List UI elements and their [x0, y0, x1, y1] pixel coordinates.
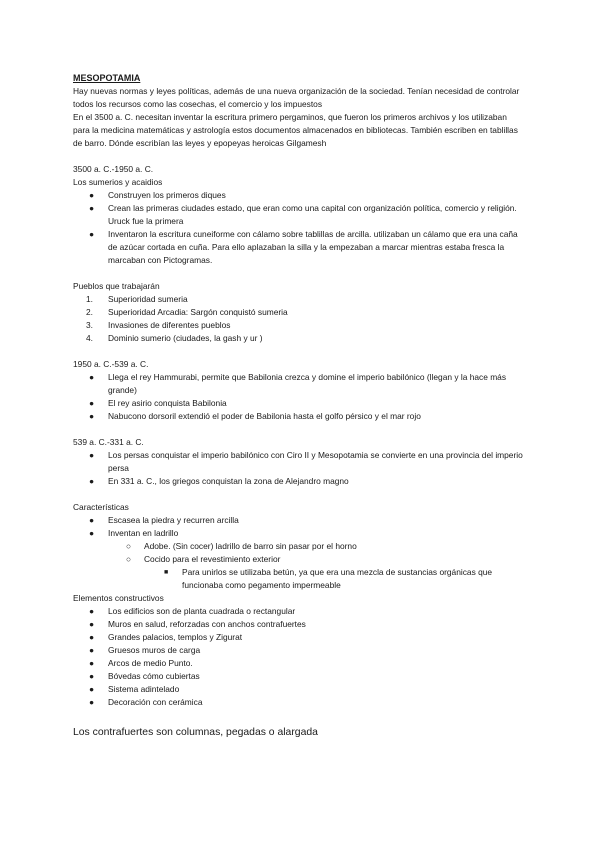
- bullet-icon: ●: [89, 528, 95, 538]
- list-item: [73, 410, 525, 423]
- bullet-icon: ●: [89, 411, 95, 421]
- sublist-item: [73, 540, 525, 553]
- bullet-icon: ●: [89, 671, 95, 681]
- list-item-text: Arcos de medio Punto.: [108, 658, 193, 668]
- list-item-text: Dominio sumerio (ciudades, la gash y ur ): [108, 333, 263, 343]
- list-item-text: Crean las primeras ciudades estado, que eran como una capital con organización política, comercio y religión. Uruck fue la primera: [108, 203, 517, 226]
- list-item-text: El rey asirio conquista Babilonia: [108, 398, 227, 408]
- list-item-text: Bóvedas cómo cubiertas: [108, 671, 200, 681]
- list-item: [73, 332, 525, 345]
- list-item: [73, 475, 525, 488]
- list-item: [73, 618, 525, 631]
- bullet-icon: ●: [89, 619, 95, 629]
- list-number: 4.: [86, 333, 93, 343]
- list-item-text: Gruesos muros de carga: [108, 645, 201, 655]
- sublist-item: [73, 553, 525, 566]
- bullet-icon: ●: [89, 658, 95, 668]
- bullet-icon: ●: [89, 606, 95, 616]
- bullet-icon: ●: [89, 684, 95, 694]
- list-item-text: Sistema adintelado: [108, 684, 180, 694]
- bullet-icon: ●: [89, 476, 95, 486]
- list-item: [73, 514, 525, 527]
- list-item: [73, 644, 525, 657]
- list-item-text: Invasiones de diferentes pueblos: [108, 320, 231, 330]
- subsublist-item: [73, 566, 525, 592]
- list-item-text: Decoración con cerámica: [108, 697, 203, 707]
- list-item: [73, 657, 525, 670]
- list-item: [73, 228, 525, 267]
- bullet-icon: ●: [89, 398, 95, 408]
- elementos-list: [73, 605, 525, 709]
- list-number: 2.: [86, 307, 93, 317]
- list-item: [73, 670, 525, 683]
- list-item: [73, 319, 525, 332]
- list-number: 1.: [86, 294, 93, 304]
- period2-list: [73, 371, 525, 423]
- square-bullet-icon: ■: [164, 569, 169, 576]
- bullet-icon: ●: [89, 372, 95, 382]
- circle-bullet-icon: ○: [126, 554, 132, 564]
- period-heading: 539 a. C.-331 a. C.: [73, 437, 144, 447]
- list-item-text: Cocido para el revestimiento exterior: [144, 554, 281, 564]
- list-item-text: Construyen los primeros diques: [108, 190, 226, 200]
- list-item-text: Adobe. (Sin cocer) ladrillo de barro sin pasar por el horno: [144, 541, 357, 551]
- list-item: [73, 605, 525, 618]
- document-body: [73, 72, 525, 740]
- list-item-text: Superioridad sumeria: [108, 294, 188, 304]
- list-item: [73, 696, 525, 709]
- bullet-icon: ●: [89, 203, 95, 213]
- bullet-icon: ●: [89, 632, 95, 642]
- list-item-text: Los persas conquistar el imperio babilónico con Ciro II y Mesopotamia se convierte en una provincia del imperio persa: [108, 450, 523, 473]
- section-heading: Pueblos que trabajarán: [73, 281, 160, 291]
- list-item-text: Para unirlos se utilizaba betún, ya que era una mezcla de sustancias orgánicas que funcionaba como pegamento impermeable: [182, 567, 493, 590]
- list-item-text: Superioridad Arcadia: Sargón conquistó sumeria: [108, 307, 288, 317]
- list-item: [73, 683, 525, 696]
- list-item-text: Los edificios son de planta cuadrada o rectangular: [108, 606, 296, 616]
- list-item: [73, 449, 525, 475]
- list-number: 3.: [86, 320, 93, 330]
- bullet-icon: ●: [89, 645, 95, 655]
- list-item-text: Inventan en ladrillo: [108, 528, 179, 538]
- list-item-text: En 331 a. C., los griegos conquistan la zona de Alejandro magno: [108, 476, 349, 486]
- list-item: [73, 202, 525, 228]
- bullet-icon: ●: [89, 190, 95, 200]
- list-item: [73, 527, 525, 540]
- document-title: MESOPOTAMIA: [73, 73, 141, 83]
- bullet-icon: ●: [89, 229, 95, 239]
- bullet-icon: ●: [89, 515, 95, 525]
- list-item: [73, 189, 525, 202]
- period1-list: [73, 189, 525, 267]
- section-heading: Elementos constructivos: [73, 593, 164, 603]
- period-heading: 1950 a. C.-539 a. C.: [73, 359, 149, 369]
- period-heading: 3500 a. C.-1950 a. C.: [73, 164, 154, 174]
- list-item: [73, 397, 525, 410]
- list-item: [73, 306, 525, 319]
- list-item-text: Grandes palacios, templos y Zigurat: [108, 632, 243, 642]
- list-item: [73, 293, 525, 306]
- intro-paragraph: Hay nuevas normas y leyes políticas, además de una nueva organización de la sociedad. Tenían necesidad de controlar todos los recursos como las cosechas, el comercio y los impuestos: [73, 86, 520, 109]
- list-item-text: Muros en salud, reforzadas con anchos contrafuertes: [108, 619, 306, 629]
- caracteristicas-list: [73, 514, 525, 592]
- list-item: [73, 631, 525, 644]
- pueblos-list: [73, 293, 525, 345]
- bullet-icon: ●: [89, 697, 95, 707]
- period-subheading: Los sumerios y acaidios: [73, 177, 163, 187]
- circle-bullet-icon: ○: [126, 541, 132, 551]
- intro-paragraph: En el 3500 a. C. necesitan inventar la escritura primero pergaminos, que fueron los primeros archivos y los utilizaban para la medicina matemáticas y astrología estos documentos almacenados en bibliotecas. También escriben en tablillas de barro. Dónde escribían las leyes y epopeyas heroicas Gilgamesh: [73, 112, 518, 148]
- list-item-text: Llega el rey Hammurabi, permite que Babilonia crezca y domine el imperio babilónico (llegan y la hace más grande): [108, 372, 507, 395]
- section-heading: Características: [73, 502, 129, 512]
- list-item-text: Inventaron la escritura cuneiforme con cálamo sobre tablillas de arcilla. utilizaban un cálamo que era una caña de azúcar cortada en cuña. Para ello aplazaban la silla y la empezaban a marcar mientras estaba fresca la marcaban con Pictogramas.: [108, 229, 518, 265]
- closing-note: Los contrafuertes son columnas, pegadas o alargada: [73, 727, 318, 738]
- list-item: [73, 371, 525, 397]
- list-item-text: Escasea la piedra y recurren arcilla: [108, 515, 239, 525]
- period3-list: [73, 449, 525, 488]
- bullet-icon: ●: [89, 450, 95, 460]
- list-item-text: Nabucono dorsoril extendió el poder de Babilonia hasta el golfo pérsico y el mar rojo: [108, 411, 421, 421]
